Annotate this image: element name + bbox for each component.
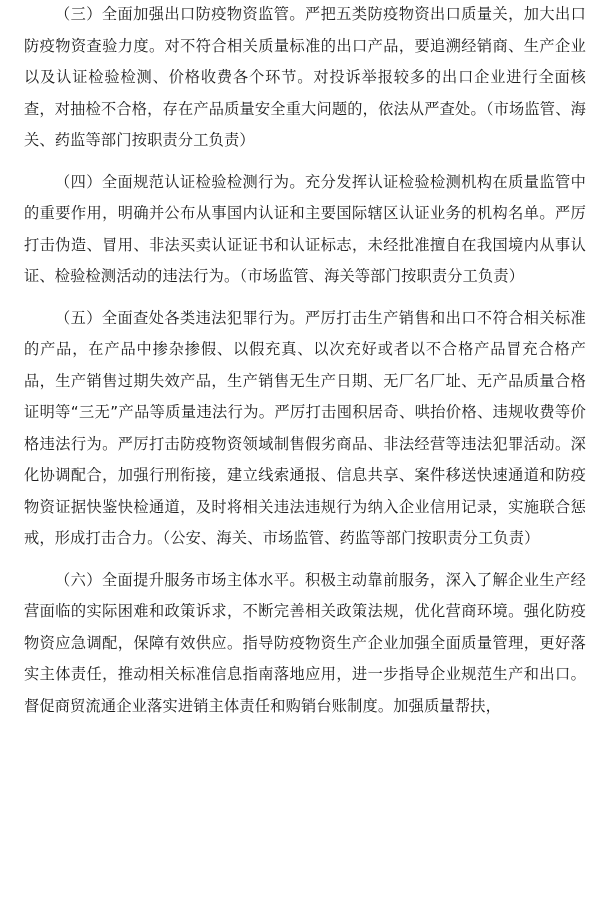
paragraph-section-6: （六）全面提升服务市场主体水平。积极主动靠前服务，深入了解企业生产经营面临的实际困难和政策诉求，不断完善相关政策法规，优化营商环境。强化防疫物资应急调配，保障有效供应。指导防疫物资生产企业加强全面质量管理，更好落实主体责任，推动相关标准信息指南落地应用，进一步指导企业规范生产和出口。督促商贸流通企业落实进销主体责任和购销台账制度。加强质量帮扶， — [24, 570, 586, 715]
paragraph-section-5: （五）全面查处各类违法犯罪行为。严厉打击生产销售和出口不符合相关标准的产品，在产品中掺杂掺假、以假充真、以次充好或者以不合格产品冒充合格产品，生产销售过期失效产品，生产销售无生产日期、无厂名厂址、无产品质量合格证明等“三无”产品等质量违法行为。严厉打击囤积居奇、哄抬价格、违规收费等价格违法行为。严厉打击防疫物资领域制售假劣商品、非法经营等违法犯罪活动。深化协调配合，加强行刑衔接，建立线索通报、信息共享、案件移送快速通道和防疫物资证据快鉴快检通道，及时将相关违法违规行为纳入企业信用记录，实施联合惩戒，形成打击合力。（公安、海关、市场监管、药监等部门按职责分工负责） — [24, 308, 586, 547]
document-body — [24, 0, 586, 732]
paragraph-section-3: （三）全面加强出口防疫物资监管。严把五类防疫物资出口质量关，加大出口防疫物资查验力度。对不符合相关质量标准的出口产品，要追溯经销商、生产企业以及认证检验检测、价格收费各个环节。对投诉举报较多的出口企业进行全面核查，对抽检不合格，存在产品质量安全重大问题的，依法从严查处。（市场监管、海关、药监等部门按职责分工负责） — [24, 5, 586, 149]
paragraph-section-4: （四）全面规范认证检验检测行为。充分发挥认证检验检测机构在质量监管中的重要作用，明确并公布从事国内认证和主要国际辖区认证业务的机构名单。严厉打击伪造、冒用、非法买卖认证证书和认证标志，未经批准擅自在我国境内从事认证、检验检测活动的违法行为。（市场监管、海关等部门按职责分工负责） — [24, 172, 586, 285]
